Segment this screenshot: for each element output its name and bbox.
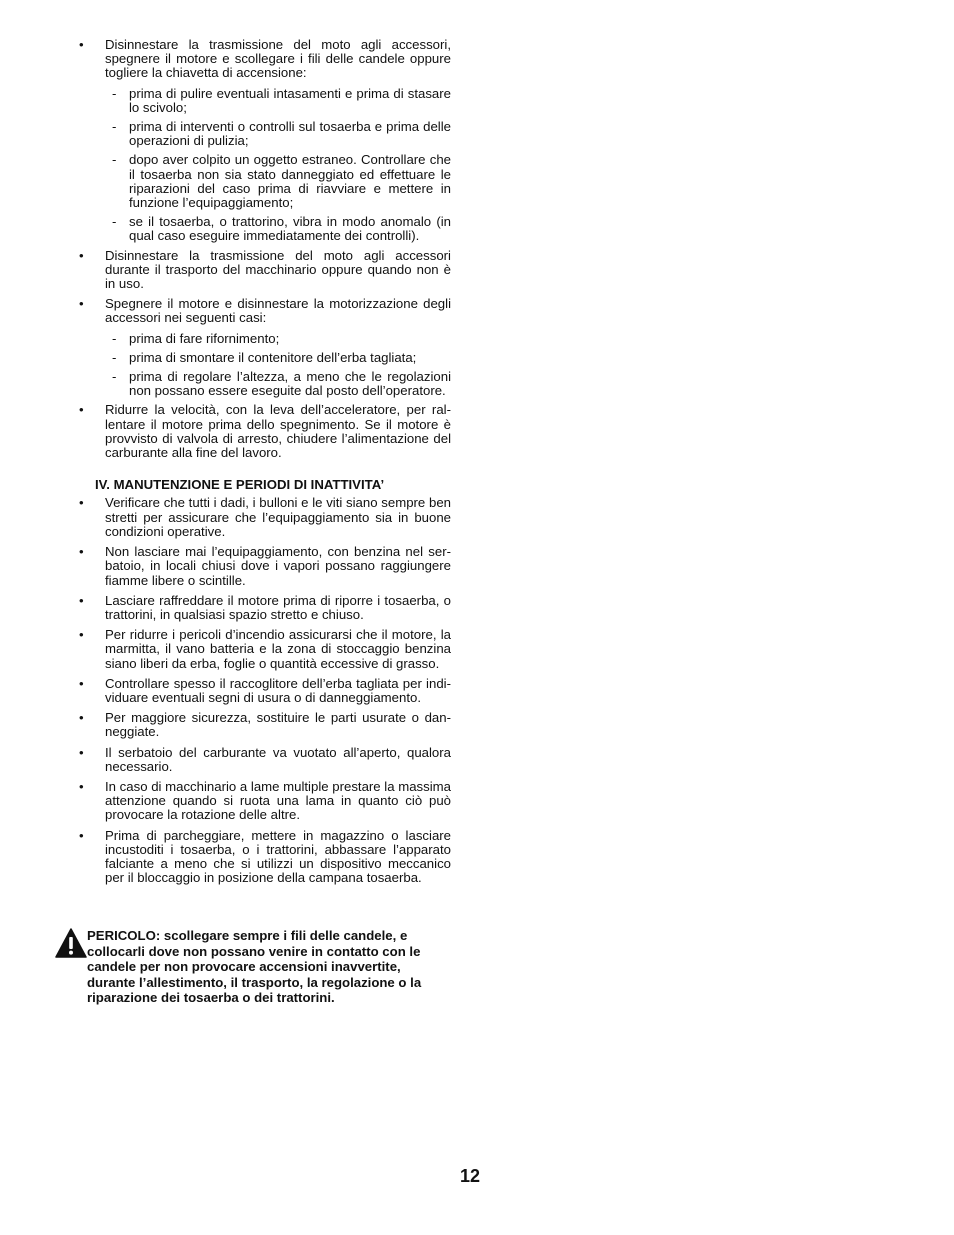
sub-list-item: - se il tosaerba, o trattorino, vibra in modo anomalo (in qual caso eseguire immediatamente dei controlli).	[79, 215, 451, 243]
list-item: • Prima di parcheggiare, mettere in magazzino o lasciare incustoditi i tosaerba, o i trattorini, abbassare l’apparato falciante a meno che si utilizzi un dispositivo meccanico per il bloccaggio in posizione della campana tosaerba.	[79, 829, 451, 886]
list-item: • In caso di macchinario a lame multiple prestare la massima attenzione quando si ruota una lama in quanto ciò può provocare la rotazione delle altre.	[79, 780, 451, 823]
list-item: • Spegnere il motore e disinnestare la motorizzazione degli accessori nei seguenti casi:	[79, 297, 451, 325]
sub-list-item: - prima di interventi o controlli sul tosaerba e prima delle operazioni di pulizia;	[79, 120, 451, 148]
section-2	[79, 478, 451, 885]
page-number: 12	[460, 1166, 481, 1186]
list-item: • Per ridurre i pericoli d’incendio assicurarsi che il motore, la marmitta, il vano batteria e la zona di stoccaggio benzina siano liberi da erba, foglie o quantità eccessive di grasso.	[79, 628, 451, 671]
list-item: • Lasciare raffreddare il motore prima di riporre i tosaerba, o trattorini, in qualsiasi spazio stretto e chiuso.	[79, 594, 451, 622]
section-1	[79, 38, 451, 460]
list-item: • Non lasciare mai l’equipaggiamento, con benzina nel serbatoio, in locali chiusi dove i vapori possano raggiungere fiamme libere o scintille.	[79, 545, 451, 588]
list-item: • Ridurre la velocità, con la leva dell’acceleratore, per rallentare il motore prima dello spegnimento. Se il motore è provvisto di valvola di arresto, chiudere l’alimentazione del carburante alla fine del lavoro.	[79, 403, 451, 460]
section-heading: IV. MANUTENZIONE E PERIODI DI INATTIVITA’	[95, 477, 385, 493]
danger-warning	[55, 928, 427, 1006]
list-item: • Disinnestare la trasmissione del moto agli accessori durante il trasporto del macchinario oppure quando non è in uso.	[79, 249, 451, 292]
sub-list-item: - dopo aver colpito un oggetto estraneo. Controllare che il tosaerba non sia stato danneggiato ed effettuare le riparazioni del caso prima di riavviare e mettere in funzione l’equipaggiamento;	[79, 153, 451, 210]
sub-list-item: - prima di pulire eventuali intasamenti e prima di stasare lo scivolo;	[79, 87, 451, 115]
list-item: • Per maggiore sicurezza, sostituire le parti usurate o danneggiate.	[79, 711, 451, 739]
list-item: • Verificare che tutti i dadi, i bulloni e le viti siano sempre ben stretti per assicurare che l’equipaggiamento sia in buone condizioni operative.	[79, 496, 451, 539]
sub-list-item: - prima di smontare il contenitore dell’erba tagliata;	[79, 351, 451, 365]
main-column	[79, 38, 451, 891]
list-item: • Controllare spesso il raccoglitore dell’erba tagliata per individuare eventuali segni di usura o di danneggiamento.	[79, 677, 451, 705]
list-item: • Disinnestare la trasmissione del moto agli accessori, spegnere il motore e scollegare i fili delle candele oppure togliere la chiavetta di accensione:	[79, 38, 451, 81]
sub-list-item: - prima di fare rifornimento;	[79, 332, 451, 346]
list-item: • Il serbatoio del carburante va vuotato all’aperto, qualora necessario.	[79, 746, 451, 774]
warning-triangle-icon	[55, 928, 87, 958]
sub-list-item: - prima di regolare l’altezza, a meno che le regolazioni non possano essere eseguite dal posto dell’operatore.	[79, 370, 451, 398]
warning-text: PERICOLO: scollegare sempre i fili delle candele, e collocarli dove non possano venire in contatto con le candele per non provocare accensioni inavvertite, durante l’allestimento, il trasporto, la regolazione o la riparazione dei tosaerba o dei trattorini.	[87, 928, 422, 1006]
